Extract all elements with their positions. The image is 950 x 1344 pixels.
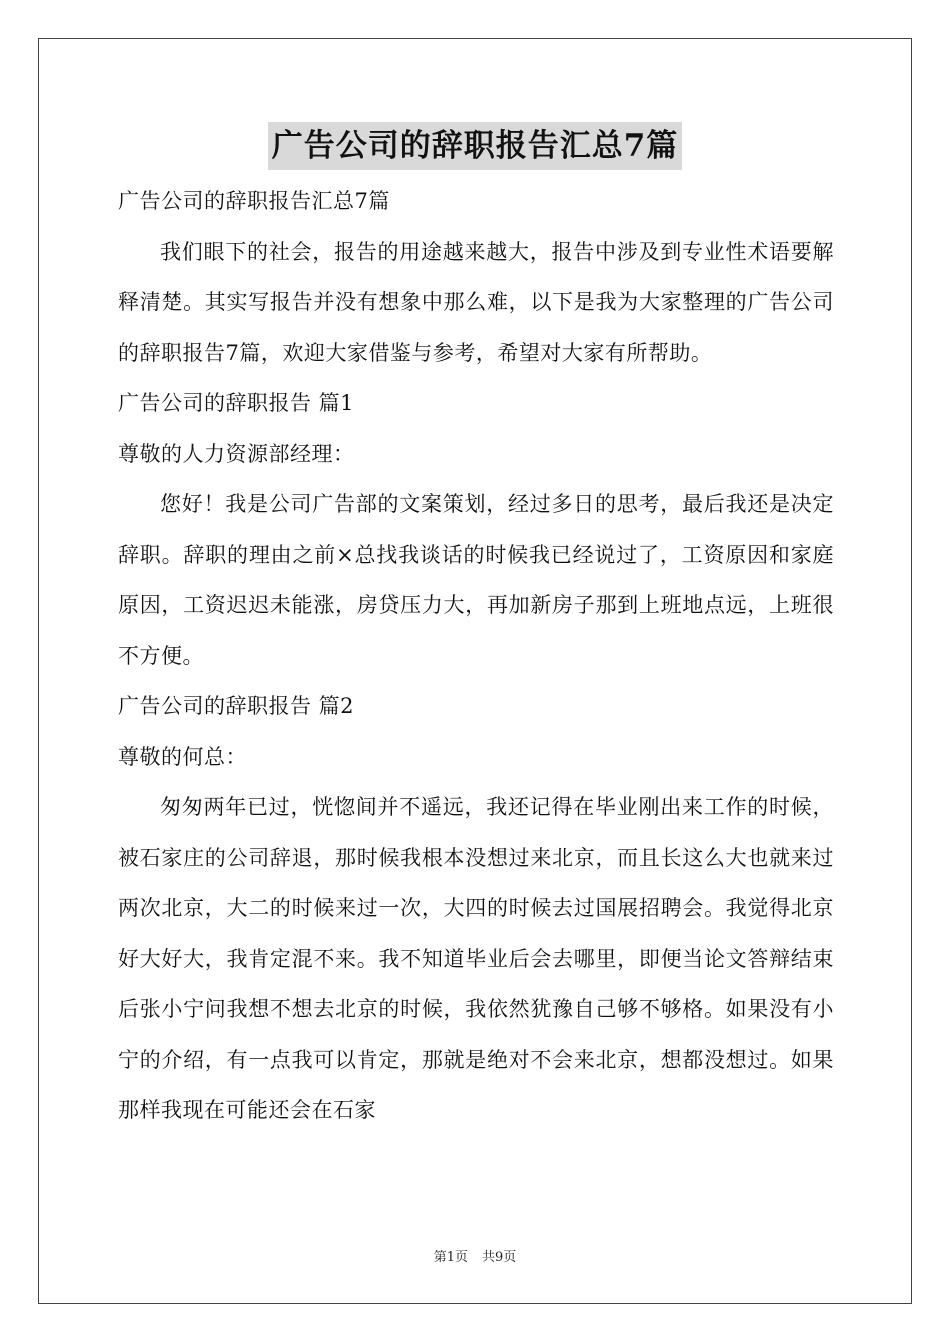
- title-container: [0, 122, 950, 170]
- section-body: 匆匆两年已过，恍惚间并不遥远，我还记得在毕业刚出来工作的时候，被石家庄的公司辞退，那时候我根本没想过来北京，而且长这么大也就来过两次北京，大二的时候来过一次，大四的时候去过国展招聘会。我觉得北京好大好大，我肯定混不来。我不知道毕业后会去哪里，即便当论文答辩结束后张小宁问我想不想去北京的时候，我依然犹豫自己够不够格。如果没有小宁的介绍，有一点我可以肯定，那就是绝对不会来北京，想都没想过。如果那样我现在可能还会在石家: [118, 795, 834, 1122]
- page-footer: [0, 1246, 950, 1265]
- section-heading: 广告公司的辞职报告 篇1: [118, 391, 355, 415]
- section-salutation: 尊敬的人力资源部经理：: [118, 441, 355, 466]
- intro-paragraph: 我们眼下的社会，报告的用途越来越大，报告中涉及到专业性术语要解释清楚。其实写报告并没有想象中那么难，以下是我为大家整理的广告公司的辞职报告7篇，欢迎大家借鉴与参考，希望对大家有所帮助。: [118, 239, 834, 365]
- document-title: 广告公司的辞职报告汇总7篇: [268, 122, 683, 170]
- page-total: 共9页: [482, 1250, 517, 1265]
- page-number: 第1页: [433, 1250, 468, 1265]
- section-body: 您好！我是公司广告部的文案策划，经过多日的思考，最后我还是决定辞职。辞职的理由之前×总找我谈话的时候我已经说过了，工资原因和家庭原因，工资迟迟未能涨，房贷压力大，再加新房子那到上班地点远，上班很不方便。: [118, 492, 834, 668]
- document-body: [118, 176, 834, 1136]
- section-heading: 广告公司的辞职报告 篇2: [118, 694, 355, 718]
- section-salutation: 尊敬的何总：: [118, 744, 247, 769]
- document-subtitle: 广告公司的辞职报告汇总7篇: [118, 189, 390, 213]
